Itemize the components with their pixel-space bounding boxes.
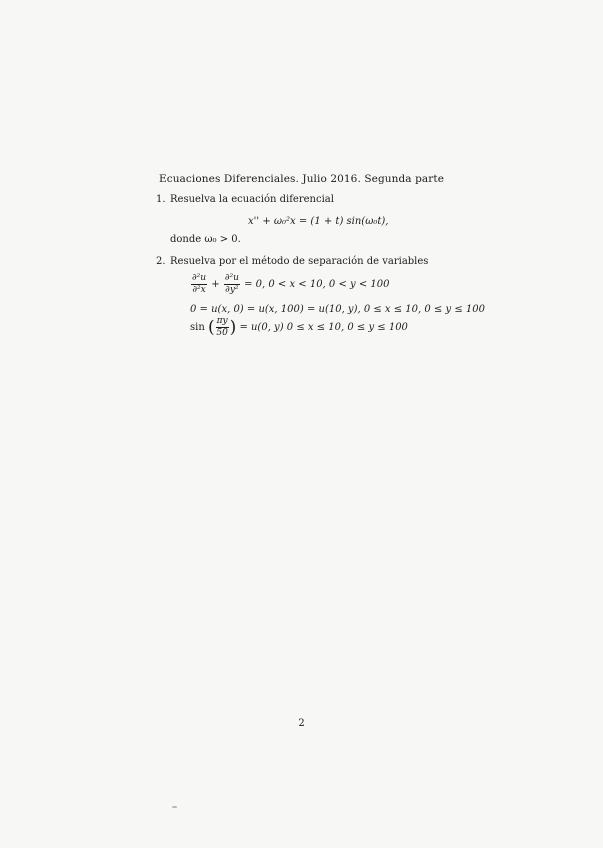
page-number: 2 bbox=[298, 718, 305, 729]
bc2-fraction bbox=[216, 316, 229, 339]
problem-1-statement: Resuelva la ecuación diferencial bbox=[170, 194, 334, 205]
pde-equation bbox=[190, 273, 389, 296]
problem-2-number: 2. bbox=[156, 256, 166, 267]
problem-1-number: 1. bbox=[156, 194, 166, 205]
open-paren-glyph: ( bbox=[207, 317, 215, 338]
pde-plus: + bbox=[211, 279, 220, 290]
document-title: Ecuaciones Diferenciales. Julio 2016. Segunda parte bbox=[158, 173, 445, 185]
pde-fraction-2 bbox=[224, 273, 240, 296]
pde-fraction-2-denominator: ∂y² bbox=[225, 285, 239, 295]
pde-fraction-1-numerator: ∂²u bbox=[192, 273, 207, 283]
problem-1-equation: x'' + ω₀²x = (1 + t) sin(ω₀t), bbox=[248, 216, 389, 227]
pde-fraction-1 bbox=[191, 273, 207, 296]
bc2-rest: = u(0, y) 0 ≤ x ≤ 10, 0 ≤ y ≤ 100 bbox=[239, 322, 408, 333]
problem-1-note: donde ω₀ > 0. bbox=[170, 234, 241, 245]
problem-2-statement: Resuelva por el método de separación de variables bbox=[170, 256, 429, 267]
pde-fraction-2-numerator: ∂²u bbox=[224, 273, 239, 283]
bc2-fraction-numerator: πy bbox=[216, 316, 228, 326]
boundary-condition-1: 0 = u(x, 0) = u(x, 100) = u(10, y), 0 ≤ x ≤ 10, 0 ≤ y ≤ 100 bbox=[190, 304, 485, 315]
pde-fraction-1-denominator: ∂²x bbox=[192, 285, 206, 295]
pde-rest: = 0, 0 < x < 10, 0 < y < 100 bbox=[244, 279, 390, 290]
bc2-fraction-denominator: 50 bbox=[216, 328, 228, 338]
sin-label: sin bbox=[190, 322, 205, 333]
scan-speck bbox=[172, 806, 177, 808]
boundary-condition-2 bbox=[190, 316, 408, 339]
close-paren-glyph: ) bbox=[229, 317, 237, 338]
